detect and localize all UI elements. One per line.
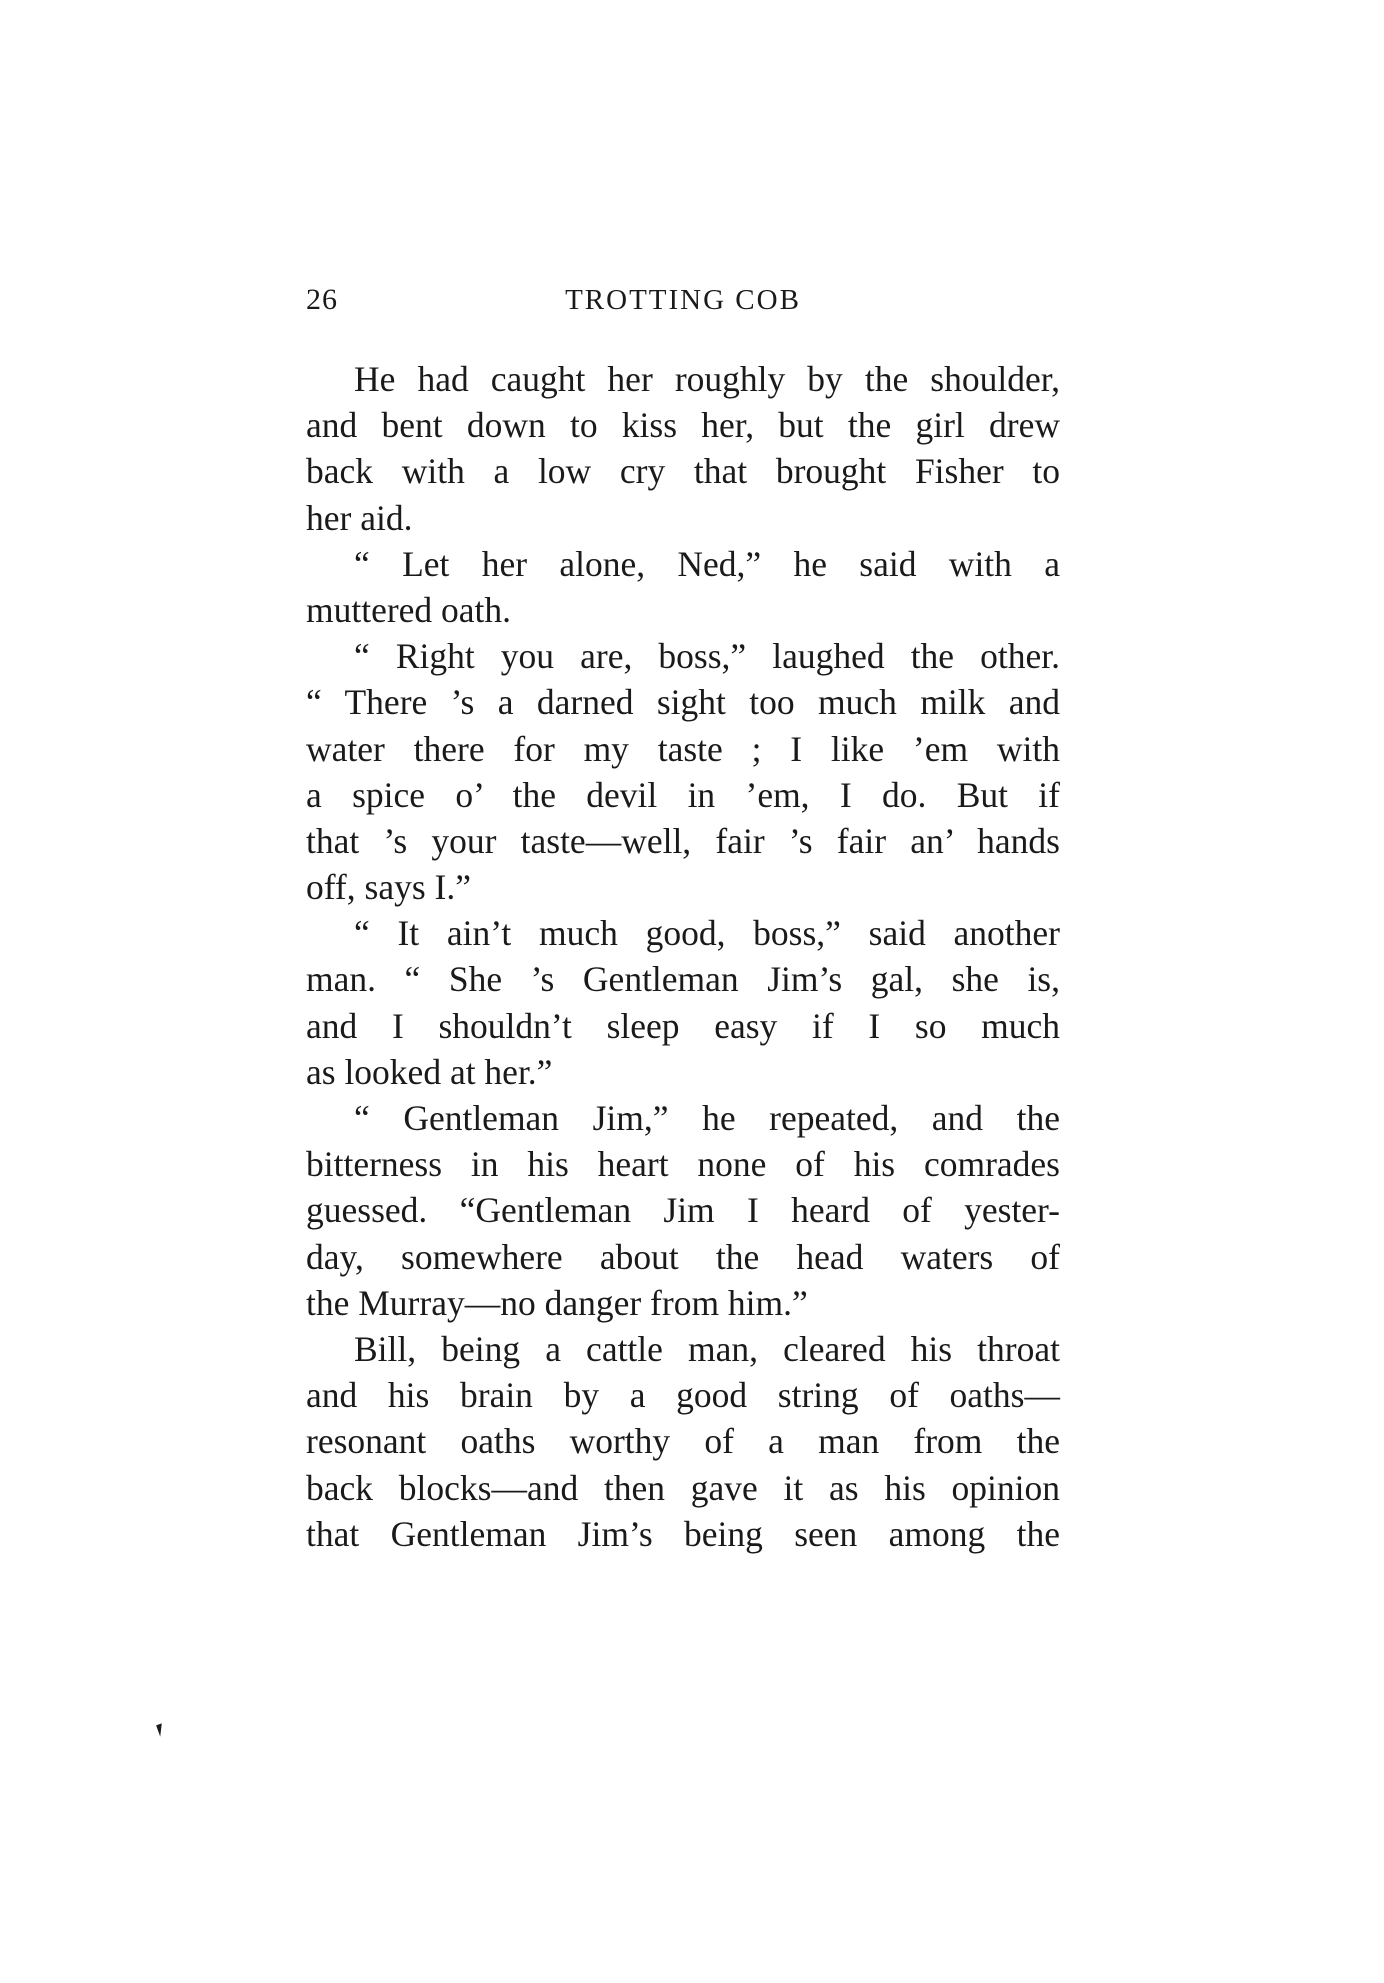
text-line: that Gentleman Jim’s being seen among the bbox=[306, 1513, 1060, 1554]
paragraph bbox=[306, 541, 1060, 633]
text-line: “ Gentleman Jim,” he repeated, and the bbox=[354, 1098, 1060, 1138]
body-text bbox=[306, 356, 1060, 1557]
paragraph bbox=[306, 910, 1060, 1095]
text-line: back blocks—and then gave it as his opinion bbox=[306, 1467, 1060, 1508]
scan-mark-icon bbox=[156, 1723, 166, 1736]
text-line: “ Right you are, boss,” laughed the other. bbox=[354, 636, 1060, 677]
text-line: day, somewhere about the head waters of bbox=[306, 1236, 1060, 1277]
paragraph bbox=[306, 356, 1060, 541]
text-line: Bill, being a cattle man, cleared his throat bbox=[354, 1328, 1060, 1369]
text-line: resonant oaths worthy of a man from the bbox=[306, 1421, 1060, 1462]
text-line: and bent down to kiss her, but the girl drew bbox=[306, 405, 1060, 446]
text-line: man. “ She ’s Gentleman Jim’s gal, she is, bbox=[306, 959, 1060, 1000]
text-line: her aid. bbox=[306, 497, 413, 538]
running-title: TROTTING COB bbox=[565, 284, 801, 316]
text-line: the Murray—no danger from him.” bbox=[306, 1282, 808, 1323]
paragraph bbox=[306, 1326, 1060, 1557]
text-line: “ There ’s a darned sight too much milk and bbox=[306, 682, 1060, 723]
text-line: “ Let her alone, Ned,” he said with a bbox=[354, 543, 1060, 584]
text-line: and I shouldn’t sleep easy if I so much bbox=[306, 1005, 1060, 1046]
text-line: bitterness in his heart none of his comrades bbox=[306, 1144, 1060, 1185]
text-line: water there for my taste ; I like ’em with bbox=[306, 728, 1060, 769]
running-head bbox=[306, 280, 1060, 320]
text-line: as looked at her.” bbox=[306, 1051, 553, 1092]
text-line: and his brain by a good string of oaths— bbox=[306, 1375, 1060, 1416]
text-line: a spice o’ the devil in ’em, I do. But if bbox=[306, 774, 1060, 815]
text-line: “ It ain’t much good, boss,” said another bbox=[354, 913, 1060, 954]
text-line: muttered oath. bbox=[306, 589, 512, 630]
text-line: that ’s your taste—well, fair ’s fair an’ hands bbox=[306, 820, 1060, 861]
text-line: He had caught her roughly by the shoulder, bbox=[354, 359, 1060, 399]
text-line: back with a low cry that brought Fisher to bbox=[306, 451, 1060, 492]
page-number: 26 bbox=[306, 283, 338, 316]
paragraph bbox=[306, 1095, 1060, 1326]
paragraph bbox=[306, 633, 1060, 910]
text-line: off, says I.” bbox=[306, 867, 471, 908]
text-line: guessed. “Gentleman Jim I heard of yester- bbox=[306, 1190, 1060, 1231]
